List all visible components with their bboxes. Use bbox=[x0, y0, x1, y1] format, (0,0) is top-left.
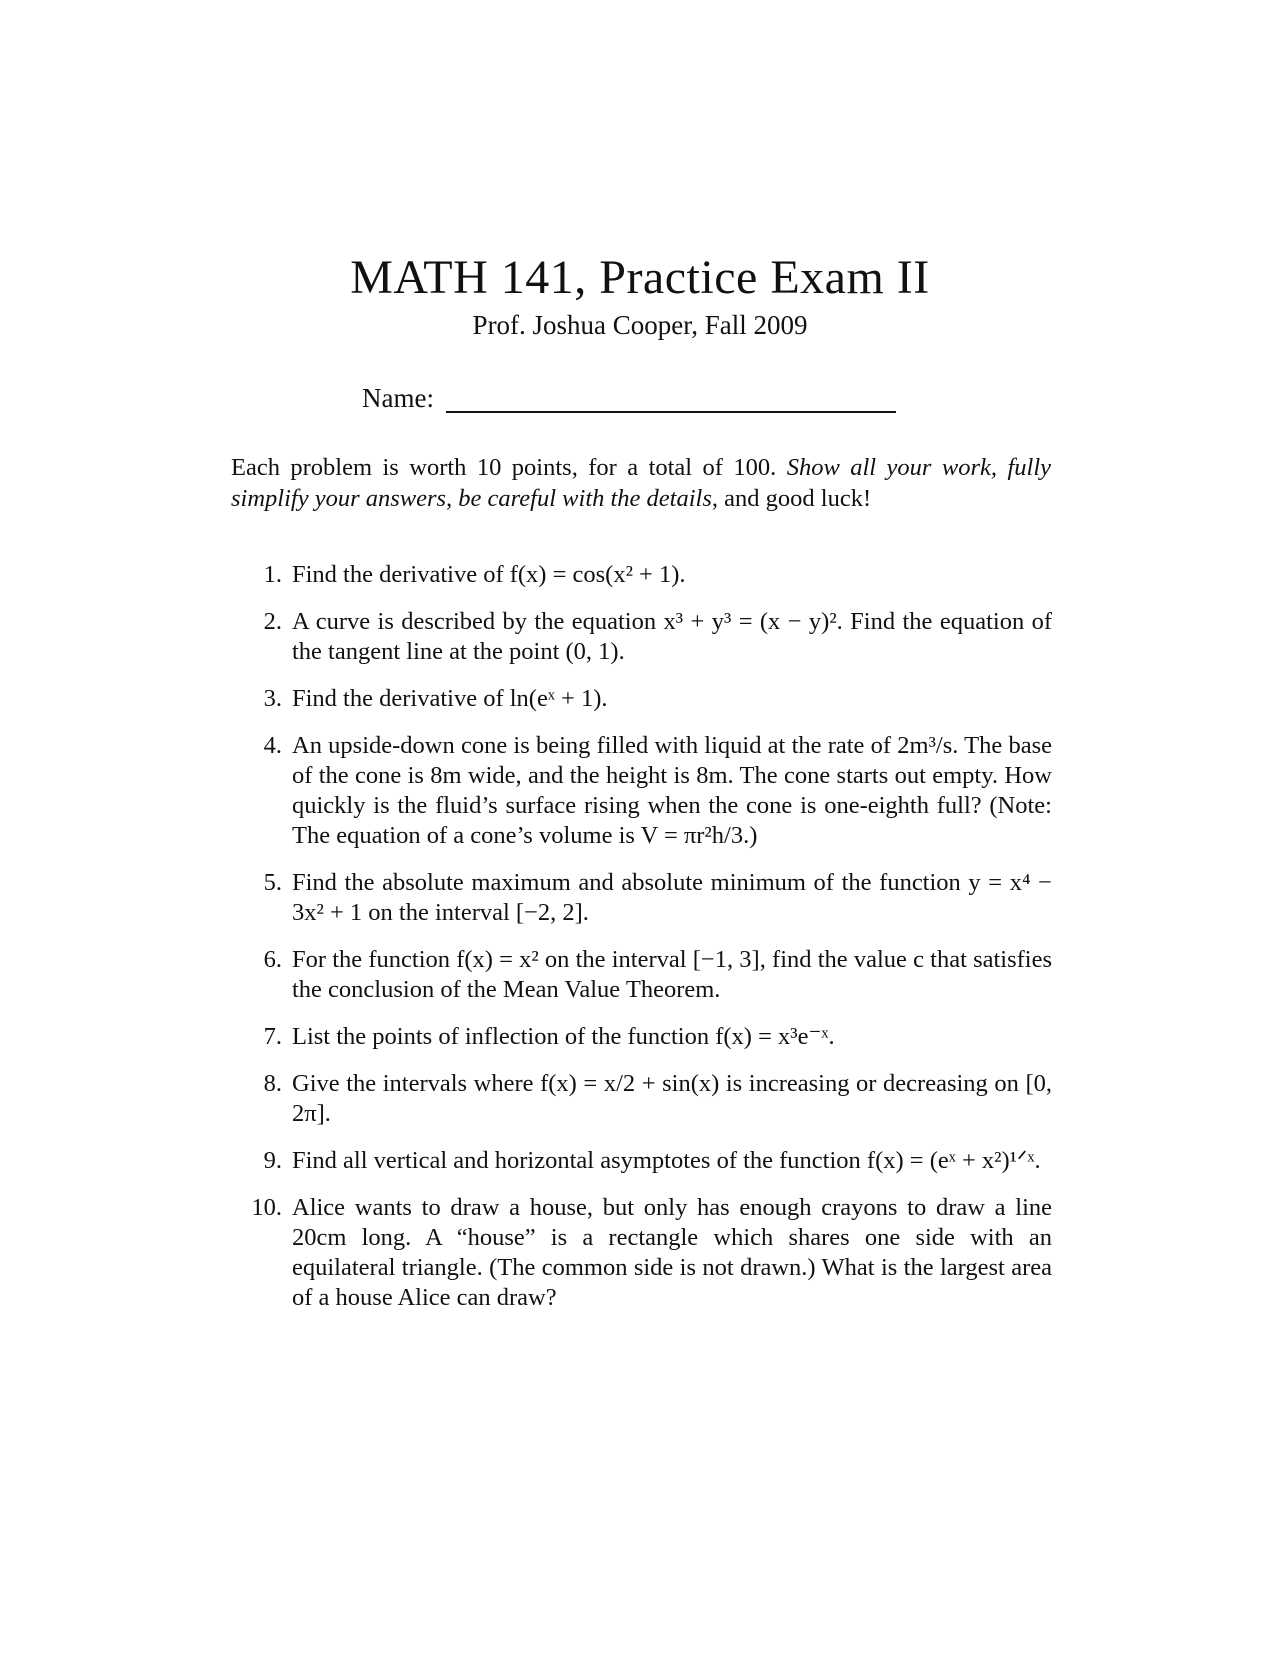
problem-number: 4. bbox=[263, 732, 282, 759]
problem-4 bbox=[242, 731, 1052, 851]
name-field-row bbox=[362, 375, 896, 415]
problem-3 bbox=[242, 684, 1052, 714]
instructions-text-2: , and good luck! bbox=[711, 485, 872, 512]
problem-number: 10. bbox=[251, 1194, 282, 1221]
problem-7 bbox=[242, 1022, 1052, 1052]
name-blank-line bbox=[446, 381, 896, 413]
problem-text: Give the intervals where f(x) = x/2 + sin(x) is increasing or decreasing on [0, 2π]. bbox=[292, 1070, 1052, 1127]
problem-number: 7. bbox=[263, 1023, 282, 1050]
problem-list bbox=[242, 560, 1052, 1330]
problem-text: List the points of inflection of the function f(x) = x³e⁻ˣ. bbox=[292, 1023, 835, 1050]
problem-number: 8. bbox=[263, 1070, 282, 1097]
problem-10 bbox=[242, 1193, 1052, 1313]
problem-number: 5. bbox=[263, 869, 282, 896]
problem-8 bbox=[242, 1069, 1052, 1129]
problem-number: 6. bbox=[263, 946, 282, 973]
problem-number: 9. bbox=[263, 1147, 282, 1174]
problem-2 bbox=[242, 607, 1052, 667]
problem-text: Alice wants to draw a house, but only has enough crayons to draw a line 20cm long. A “house” is a rectangle which shares one side with an equilateral triangle. (The common side is not drawn.) What is the largest area of a house Alice can draw? bbox=[292, 1194, 1052, 1311]
exam-subtitle: Prof. Joshua Cooper, Fall 2009 bbox=[472, 310, 808, 340]
problem-number: 1. bbox=[263, 561, 282, 588]
problem-1 bbox=[242, 560, 1052, 590]
problem-9 bbox=[242, 1146, 1052, 1176]
problem-text: Find all vertical and horizontal asymptotes of the function f(x) = (eˣ + x²)¹ᐟˣ. bbox=[292, 1147, 1041, 1174]
instructions-italic: Show all your work, fully simplify your answers, be careful with the details bbox=[231, 454, 1051, 512]
instructions bbox=[231, 452, 1051, 514]
problem-text: For the function f(x) = x² on the interval [−1, 3], find the value c that satisfies the conclusion of the Mean Value Theorem. bbox=[292, 946, 1052, 1003]
problem-text: Find the derivative of ln(eˣ + 1). bbox=[292, 685, 608, 712]
instructions-text-1: Each problem is worth 10 points, for a total of 100. bbox=[231, 454, 787, 481]
problem-5 bbox=[242, 868, 1052, 928]
exam-title: MATH 141, Practice Exam II bbox=[350, 251, 930, 304]
problem-text: An upside-down cone is being filled with liquid at the rate of 2m³/s. The base of the cone is 8m wide, and the height is 8m. The cone starts out empty. How quickly is the fluid’s surface rising when the cone is one-eighth full? (Note: The equation of a cone’s volume is V = πr²h/3.) bbox=[292, 732, 1052, 849]
problem-text: Find the derivative of f(x) = cos(x² + 1). bbox=[292, 561, 686, 588]
problem-text: Find the absolute maximum and absolute minimum of the function y = x⁴ − 3x² + 1 on the interval [−2, 2]. bbox=[292, 869, 1052, 926]
problem-text: A curve is described by the equation x³ + y³ = (x − y)². Find the equation of the tangent line at the point (0, 1). bbox=[292, 608, 1052, 665]
problem-6 bbox=[242, 945, 1052, 1005]
problem-number: 2. bbox=[263, 608, 282, 635]
name-label: Name: bbox=[362, 383, 434, 413]
problem-number: 3. bbox=[263, 685, 282, 712]
